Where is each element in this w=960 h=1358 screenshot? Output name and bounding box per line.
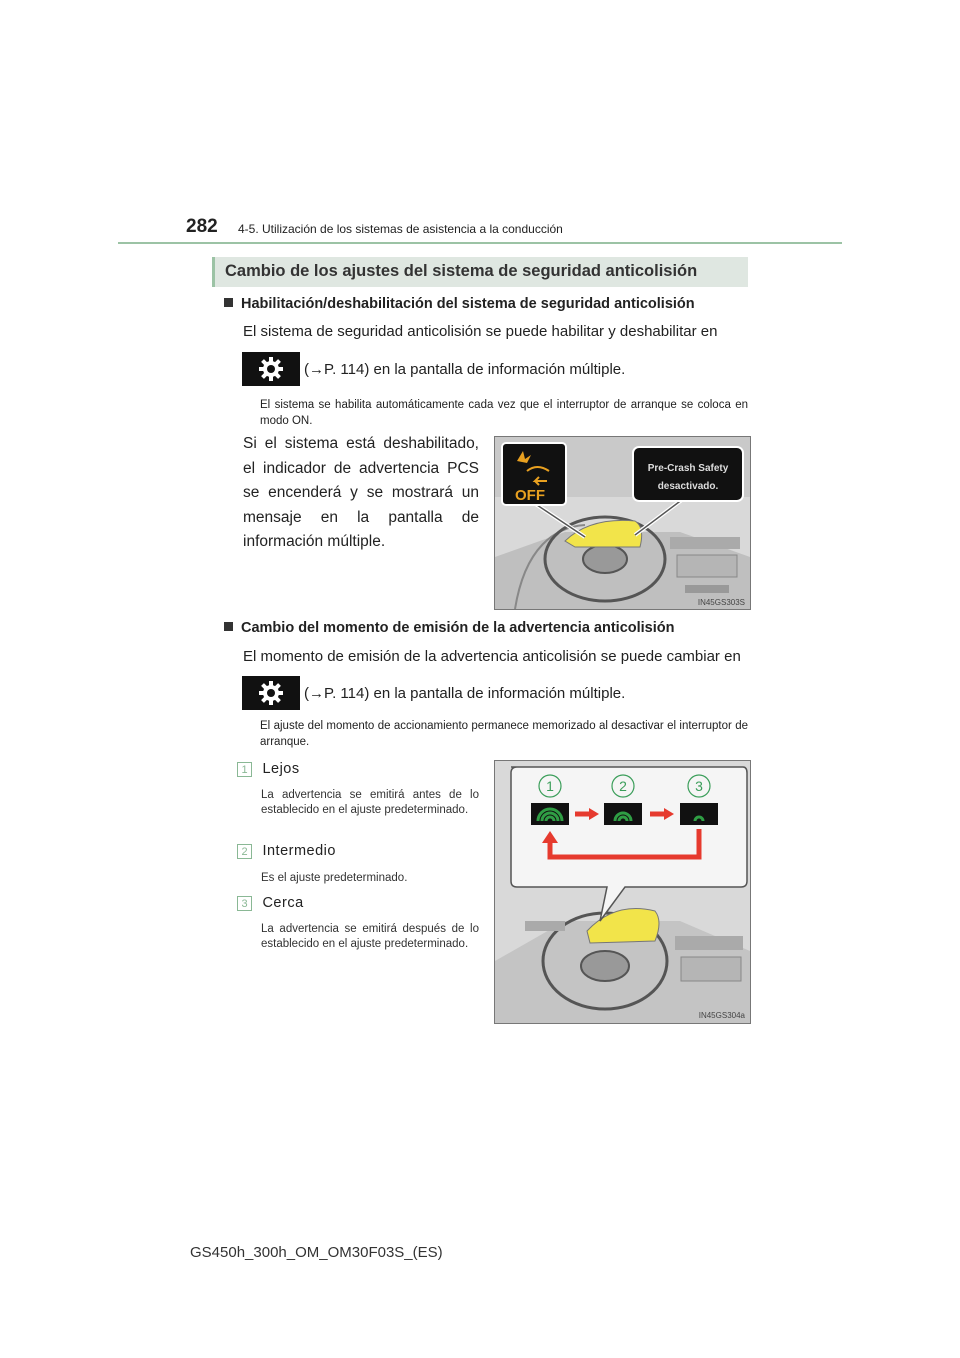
page-number: 282 xyxy=(186,216,218,237)
part2-line2: (→P. 114) en la pantalla de información múltiple. xyxy=(304,685,626,702)
subheading-text: Habilitación/deshabilitación del sistema de seguridad anticolisión xyxy=(241,296,695,312)
footer-document-code: GS450h_300h_OM_OM30F03S_(ES) xyxy=(190,1244,443,1261)
part1-line1: El sistema de seguridad anticolisión se puede habilitar y deshabilitar en xyxy=(243,323,718,340)
subheading-enable-disable xyxy=(224,296,695,312)
figure1-code: IN45GS303S xyxy=(697,598,745,607)
figure-label-3: 3 xyxy=(695,778,703,794)
part2-note: El ajuste del momento de accionamiento permanece memorizado al desactivar el interruptor de arranque. xyxy=(260,720,748,748)
subheading-timing xyxy=(224,620,675,636)
warning-timing-figure xyxy=(494,760,751,1024)
item-2 xyxy=(237,842,336,860)
section-title: 4-5. Utilización de los sistemas de asistencia a la conducción xyxy=(238,222,563,236)
message-line1: Pre-Crash Safety xyxy=(647,463,729,474)
settings-gear-icon xyxy=(242,676,300,710)
figure-label-2: 2 xyxy=(619,778,627,794)
header-rule xyxy=(118,242,842,244)
pcs-off-figure xyxy=(494,436,751,610)
pcs-off-text: OFF xyxy=(515,487,545,504)
part2-line1: El momento de emisión de la advertencia anticolisión se puede cambiar en xyxy=(243,648,741,665)
item-number: 3 xyxy=(237,896,252,911)
square-bullet-icon xyxy=(224,622,233,631)
item-title: Lejos xyxy=(262,761,300,777)
part1-line2: (→P. 114) en la pantalla de información múltiple. xyxy=(304,361,626,378)
part1-paragraph: Si el sistema está deshabilitado, el indicador de advertencia PCS se encenderá y se mostrará un mensaje en la pantalla de información múltiple. xyxy=(243,435,479,550)
item-description: La advertencia se emitirá después de lo establecido en el ajuste predeterminado. xyxy=(261,923,479,950)
item-title: Cerca xyxy=(262,895,304,911)
subheading-text: Cambio del momento de emisión de la advertencia anticolisión xyxy=(241,620,675,636)
item-1 xyxy=(237,760,300,778)
item-number: 1 xyxy=(237,762,252,777)
settings-gear-icon xyxy=(242,352,300,386)
message-line2: desactivado. xyxy=(657,481,719,492)
item-description: La advertencia se emitirá antes de lo establecido en el ajuste predeterminado. xyxy=(261,789,479,816)
square-bullet-icon xyxy=(224,298,233,307)
part1-note: El sistema se habilita automáticamente cada vez que el interruptor de arranque se coloca en modo ON. xyxy=(260,399,748,427)
item-description: Es el ajuste predeterminado. xyxy=(261,872,408,884)
figure2-code: IN45GS304a xyxy=(698,1011,745,1020)
item-number: 2 xyxy=(237,844,252,859)
item-3 xyxy=(237,894,304,912)
figure-label-1: 1 xyxy=(546,778,554,794)
item-title: Intermedio xyxy=(262,843,336,859)
box-title: Cambio de los ajustes del sistema de seguridad anticolisión xyxy=(212,257,748,287)
